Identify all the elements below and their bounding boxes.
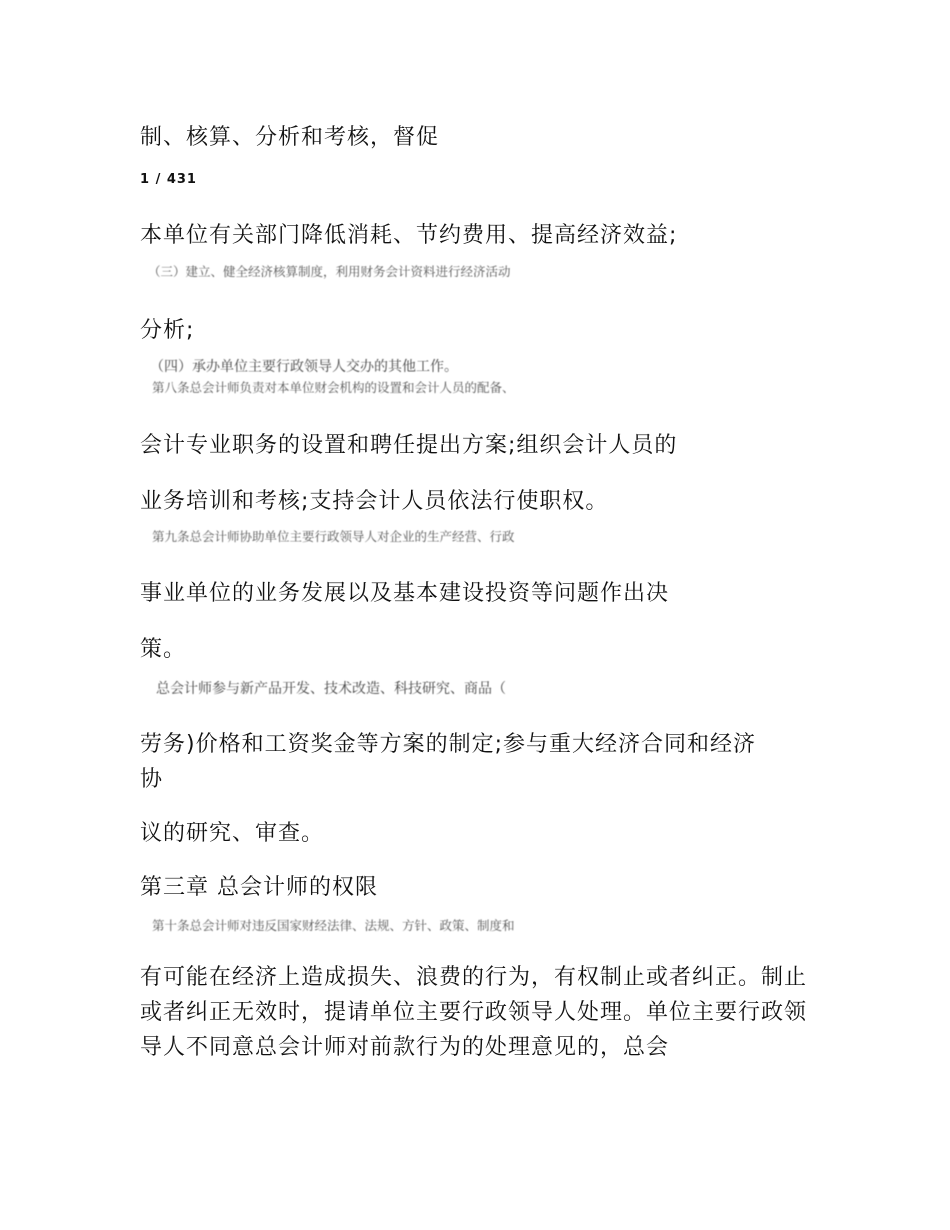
text-line: 制、核算、分析和考核，督促 [140,125,440,150]
faint-text-line: 第十条总会计师对违反国家财经法律、法规、方针、政策、制度和 [152,918,515,933]
text-line: 策。 [140,637,187,662]
text-line: 议的研究、审查。 [140,821,325,846]
text-line: 协 [140,767,164,792]
faint-text-line: 第八条总会计师负责对本单位财会机构的设置和会计人员的配备、 [152,380,515,395]
faint-text-line: 总会计师参与新产品开发、技术改造、科技研究、商品（ [156,681,506,697]
text-line: 事业单位的业务发展以及基本建设投资等问题作出决 [140,581,670,606]
faint-text-line: （四）承办单位主要行政领导人交办的其他工作。 [150,359,458,375]
chapter-heading: 第三章 总会计师的权限 [140,875,378,900]
body-paragraph: 有可能在经济上造成损失、浪费的行为，有权制止或者纠正。制止或者纠正无效时，提请单位主要行政领导人处理。单位主要行政领导人不同意总会计师对前款行为的处理意见的，总会 [140,965,808,1060]
faint-text-line: 第九条总会计师协助单位主要行政领导人对企业的生产经营、行政 [152,529,515,544]
faint-text-line: （三）建立、健全经济核算制度，利用财务会计资料进行经济活动 [148,264,511,279]
text-line: 业务培训和考核;支持会计人员依法行使职权。 [140,489,609,514]
page-indicator: 1 / 431 [140,172,197,187]
text-line: 本单位有关部门降低消耗、节约费用、提高经济效益; [140,223,678,248]
text-line: 劳务)价格和工资奖金等方案的制定;参与重大经济合同和经济 [140,732,756,757]
text-line: 会计专业职务的设置和聘任提出方案;组织会计人员的 [140,433,678,458]
text-line: 分析; [140,318,195,343]
